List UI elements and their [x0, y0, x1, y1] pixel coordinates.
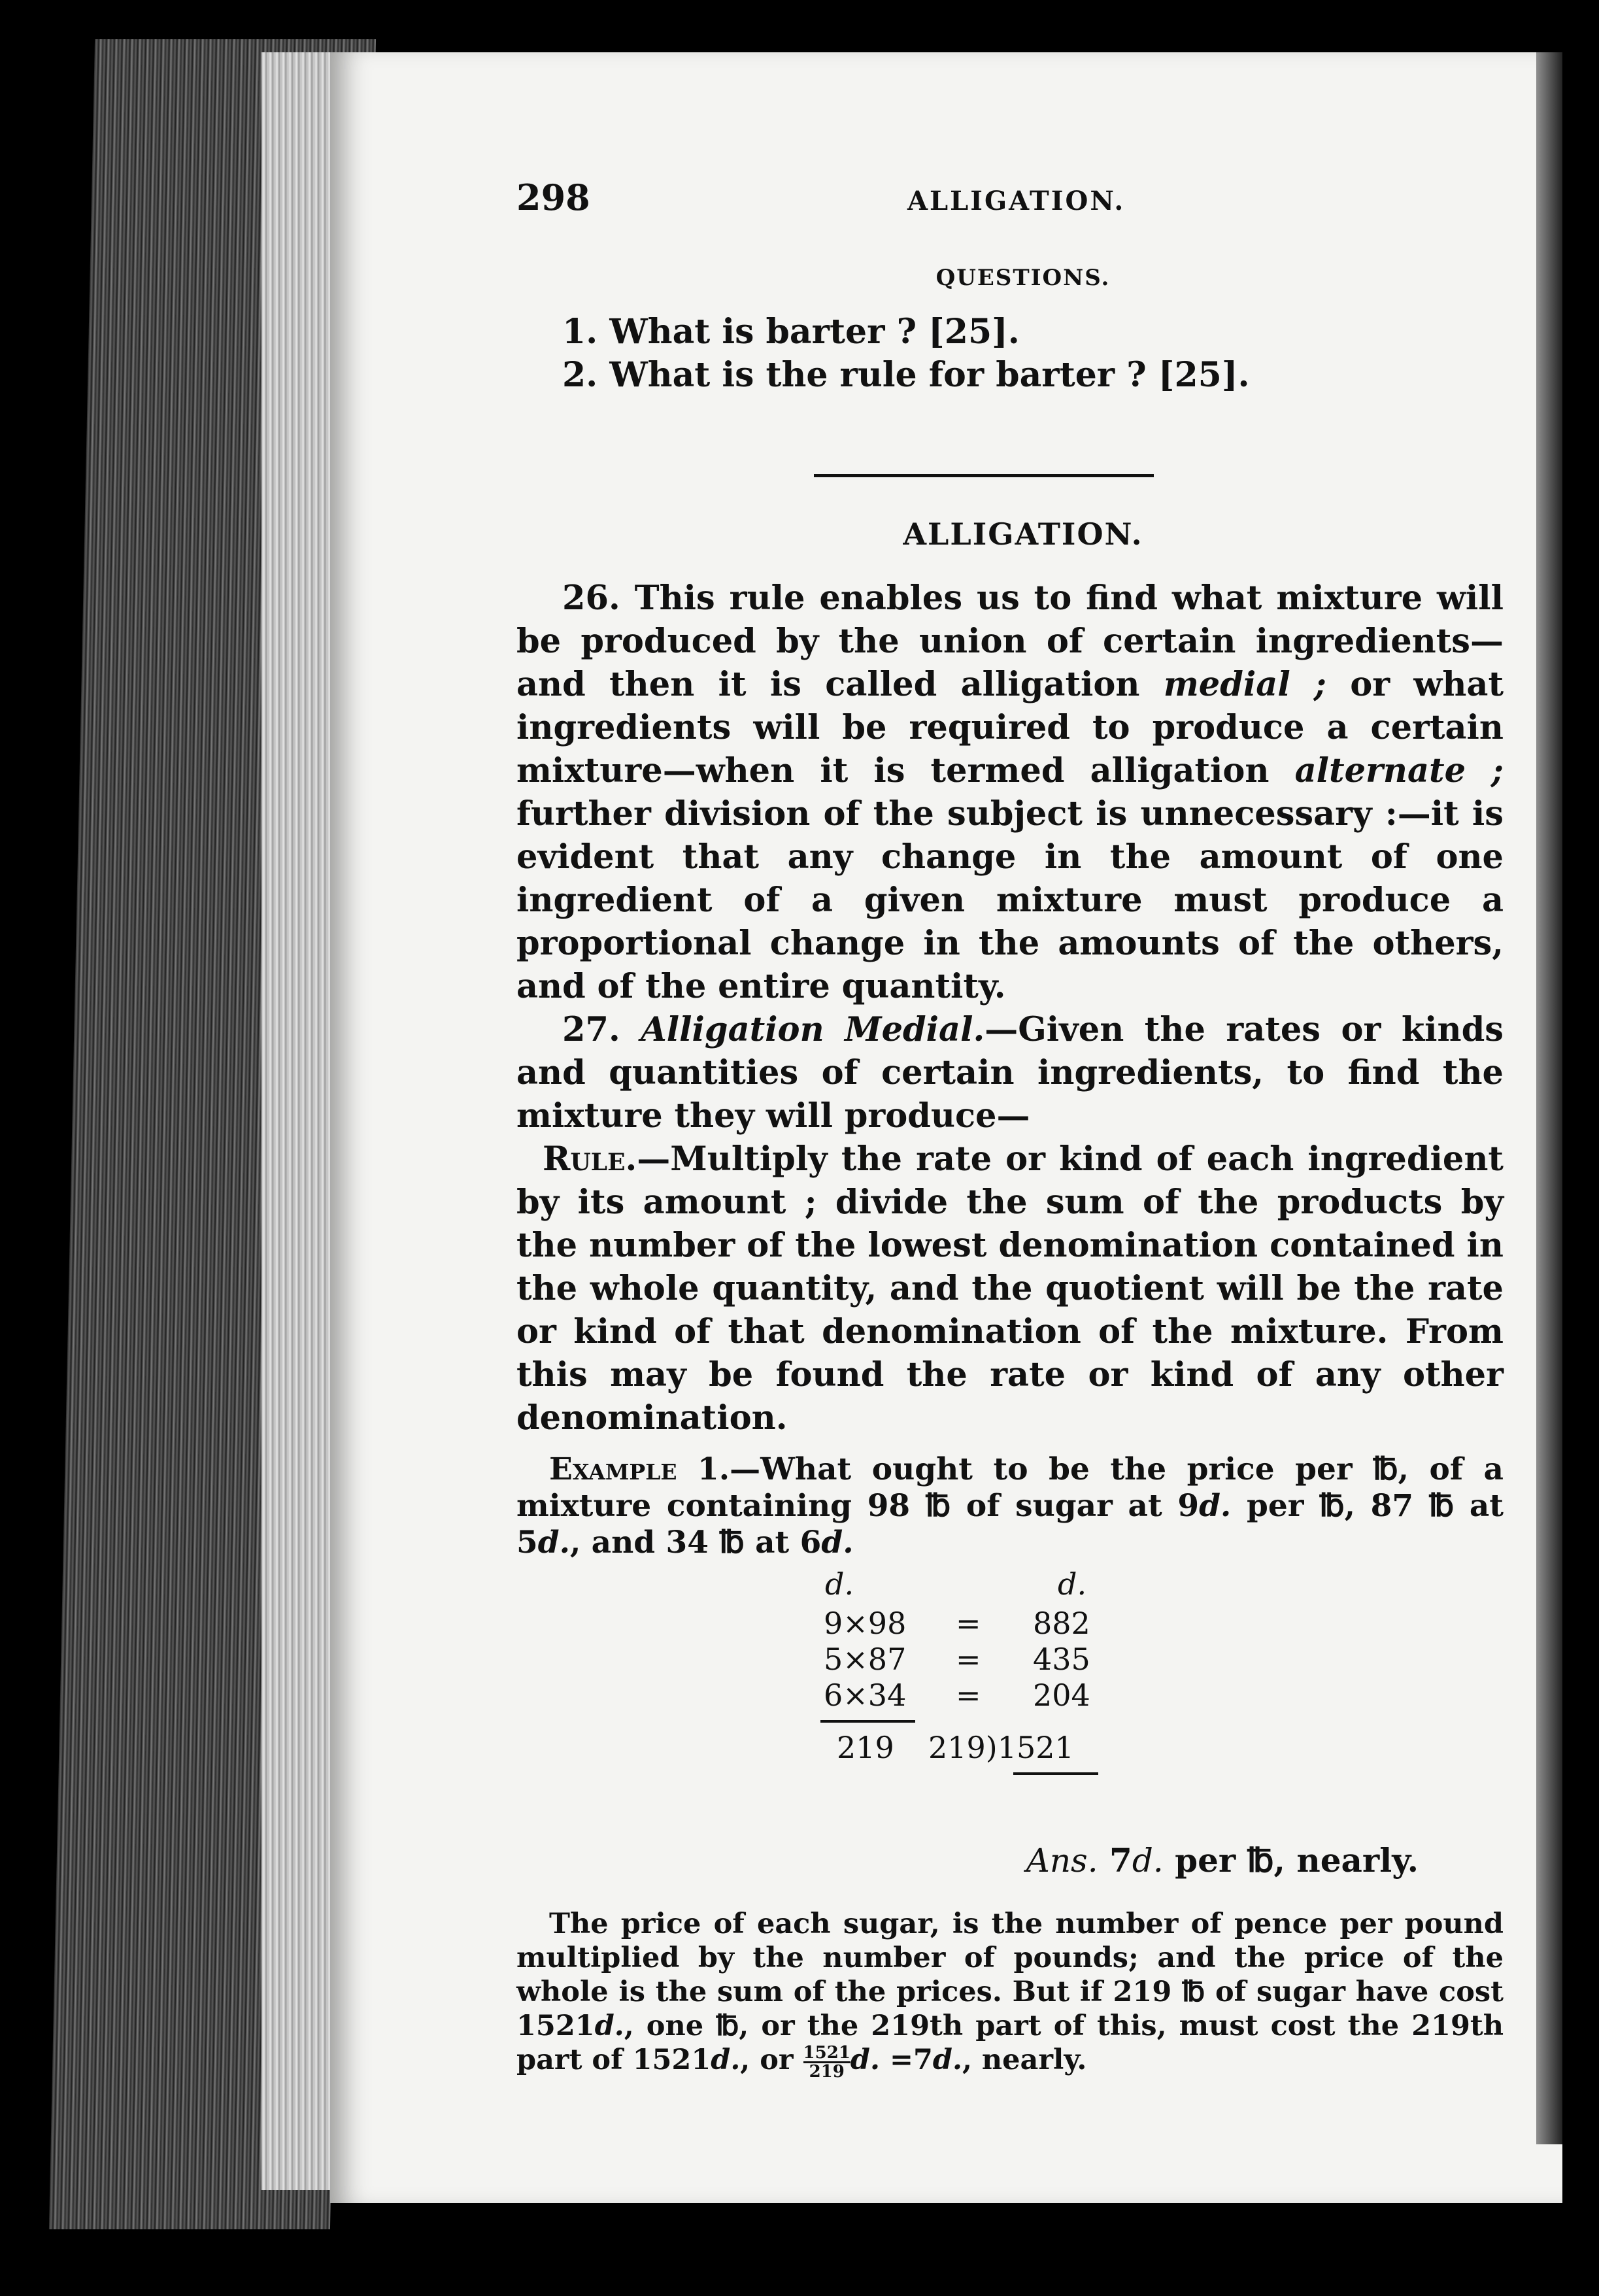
- answer-line: [516, 1841, 1504, 1880]
- paragraph-number: 27.: [562, 1010, 641, 1049]
- question-item: 1. What is barter ? [25].: [562, 312, 1020, 352]
- calc-total: 219: [837, 1730, 894, 1765]
- italic-unit: d.: [594, 2010, 624, 2042]
- fraction-numerator: 1521: [803, 2042, 850, 2063]
- italic-unit: d.: [821, 1525, 854, 1561]
- text-run: —Given the rates or kinds and quantities of certain ingredients, to find the mixture they will produce—: [516, 1010, 1504, 1136]
- italic-term: alternate ;: [1294, 751, 1504, 790]
- text-run: , and 34 ℔ at 6: [569, 1525, 822, 1561]
- running-title: ALLIGATION.: [907, 186, 1126, 216]
- sum-rule: [820, 1720, 915, 1723]
- text-run: , one ℔, or the 219th part of this, must cost the 219th part of 1521: [516, 2010, 1504, 2076]
- calc-value: 435: [1033, 1642, 1090, 1677]
- calc-expression: 5×87: [824, 1642, 907, 1677]
- divider-rule: [814, 474, 1154, 477]
- text-run: , or: [740, 2044, 803, 2076]
- example-paragraph: [516, 1451, 1504, 1561]
- calc-equals: =: [956, 1606, 981, 1641]
- column-heading-right: d.: [1058, 1566, 1087, 1602]
- example-label: Example 1.: [549, 1451, 730, 1487]
- text-run: per ℔, nearly.: [1163, 1841, 1419, 1880]
- rule-label: Rule.: [543, 1140, 637, 1179]
- italic-unit: d.: [711, 2044, 741, 2076]
- text-run: , nearly.: [962, 2044, 1087, 2076]
- italic-title: Alligation Medial.: [641, 1010, 985, 1049]
- section-title: ALLIGATION.: [903, 516, 1143, 552]
- italic-unit: d.: [1199, 1488, 1232, 1524]
- fraction: [803, 2044, 850, 2080]
- questions-list: [516, 311, 1504, 397]
- explanation-note: [516, 1907, 1504, 2080]
- fraction-denominator: 219: [809, 2061, 845, 2082]
- text-run: —Multiply the rate or kind of each ingredient by its amount ; divide the sum of the products by the number of the lowest denomination contained in the whole quantity, and the quotient will be the rate or kind of that denomination of the mixture. From this may be found the rate or kind of any other denomination.: [516, 1140, 1504, 1438]
- text-run: per ℔, 87 ℔ at 5: [516, 1488, 1504, 1561]
- text-run: or what ingredients will be required to produce a certain mixture—when it is termed alligation: [516, 665, 1504, 790]
- calculation-block: [516, 1566, 1504, 1841]
- page-right-edge: [1536, 52, 1562, 2144]
- text-run: 26. This rule enables us to find what mixture will be produced by the union of certain ingredients—and then it is called alligation: [516, 579, 1504, 704]
- paragraph-27: [516, 1008, 1504, 1138]
- text-run: further division of the subject is unnecessary :—it is evident that any change in the amount of one ingredient of a given mixture must produce a proportional change in the amounts of the others, and of the entire quantity.: [516, 794, 1504, 1006]
- column-heading-left: d.: [825, 1566, 854, 1602]
- question-item: 2. What is the rule for barter ? [25].: [562, 355, 1250, 395]
- calc-equals: =: [956, 1642, 981, 1677]
- calc-expression: 9×98: [824, 1606, 907, 1641]
- paragraph-26: [516, 577, 1504, 1008]
- text-run: —What ought to be the price per ℔, of a mixture containing 98 ℔ of sugar at 9: [516, 1451, 1504, 1524]
- answer-value: 7: [1098, 1841, 1132, 1880]
- rule-paragraph: [516, 1138, 1504, 1440]
- page-content: [516, 177, 1504, 2108]
- italic-term: medial ;: [1163, 665, 1326, 704]
- questions-heading: QUESTIONS.: [935, 265, 1111, 291]
- answer-label: Ans.: [1026, 1842, 1098, 1880]
- italic-unit: d.: [537, 1525, 570, 1561]
- page-number: 298: [516, 177, 590, 218]
- calc-value: 204: [1033, 1678, 1090, 1713]
- text-run: =7: [879, 2044, 933, 2076]
- text-run: The price of each sugar, is the number of pence per pound multiplied by the number of pounds; and the price of the whole is the sum of the prices. But if 219 ℔ of sugar have cost 1521: [516, 1908, 1504, 2042]
- calc-division: 219)1521: [928, 1730, 1074, 1765]
- calc-equals: =: [956, 1678, 981, 1713]
- calc-expression: 6×34: [824, 1678, 907, 1713]
- running-head: [516, 177, 1504, 229]
- italic-unit: d.: [932, 2044, 962, 2076]
- quotient-rule: [1013, 1772, 1098, 1775]
- italic-unit: d.: [850, 2044, 880, 2076]
- calc-value: 882: [1033, 1606, 1090, 1641]
- italic-unit: d.: [1132, 1842, 1164, 1880]
